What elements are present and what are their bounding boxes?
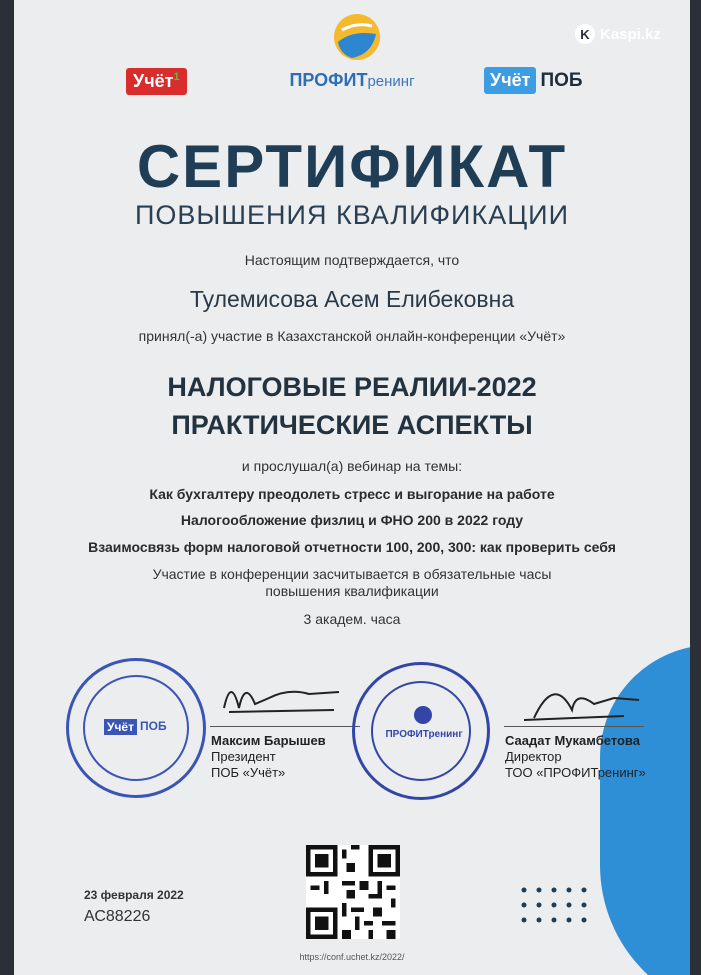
conference-title-line2: ПРАКТИЧЕСКИЕ АСПЕКТЫ [171, 410, 533, 440]
confirm-text: Настоящим подтверждается, что [244, 252, 460, 268]
certificate-title: СЕРТИФИКАТ [136, 133, 568, 200]
topic-item: Налогообложение физлиц и ФНО 200 в 2022 году [180, 512, 524, 528]
signature-mukambetova [514, 670, 644, 730]
kaspi-watermark: K Kaspi.kz [575, 24, 661, 44]
uchet-pob-logo: Учёт ПОБ [484, 67, 583, 94]
recipient-name: Тулемисова Асем Елибековна [189, 286, 515, 312]
profit-emblem-icon [413, 705, 433, 725]
topic-item: Как бухгалтеру преодолеть стресс и выгорание на работе [149, 486, 555, 502]
credit-text-line2: повышения квалификации [265, 583, 439, 599]
kaspi-logo-icon: K [575, 24, 595, 44]
signatory-mukambetova: Саадат Мукамбетова Директор ТОО «ПРОФИТренинг» [505, 733, 646, 780]
left-seal-logo: Учёт ПОБ [104, 719, 167, 735]
issue-date: 23 февраля 2022 [84, 888, 184, 902]
left-seal [66, 658, 206, 798]
uchet-logo: Учёт$^1$ [126, 68, 187, 95]
right-seal: ПРОФИТренинг [352, 662, 490, 800]
profit-emblem-icon [332, 12, 382, 62]
hours-text: 3 академ. часа [303, 611, 401, 627]
conference-title-line1: НАЛОГОВЫЕ РЕАЛИИ-2022 [167, 372, 537, 402]
profit-logo-text: ПРОФИТренинг [289, 70, 415, 90]
signatory-baryshev: Максим Барышев Президент ПОБ «Учёт» [211, 733, 326, 780]
qr-code-icon[interactable] [306, 845, 400, 939]
certificate-code: АС88226 [84, 908, 151, 925]
decorative-dots [519, 885, 599, 925]
credit-text-line1: Участие в конференции засчитывается в обязательные часы [152, 566, 552, 582]
verification-url[interactable]: https://conf.uchet.kz/2022/ [299, 952, 405, 962]
webinar-intro: и прослушал(а) вебинар на темы: [241, 458, 463, 474]
topic-item: Взаимосвязь форм налоговой отчетности 100, 200, 300: как проверить себя [88, 539, 616, 555]
certificate-sheet [14, 0, 690, 975]
certificate-subtitle: ПОВЫШЕНИЯ КВАЛИФИКАЦИИ [134, 200, 569, 230]
participation-text: принял(-а) участие в Казахстанской онлайн-конференции «Учёт» [138, 328, 566, 344]
signature-baryshev [209, 668, 349, 728]
